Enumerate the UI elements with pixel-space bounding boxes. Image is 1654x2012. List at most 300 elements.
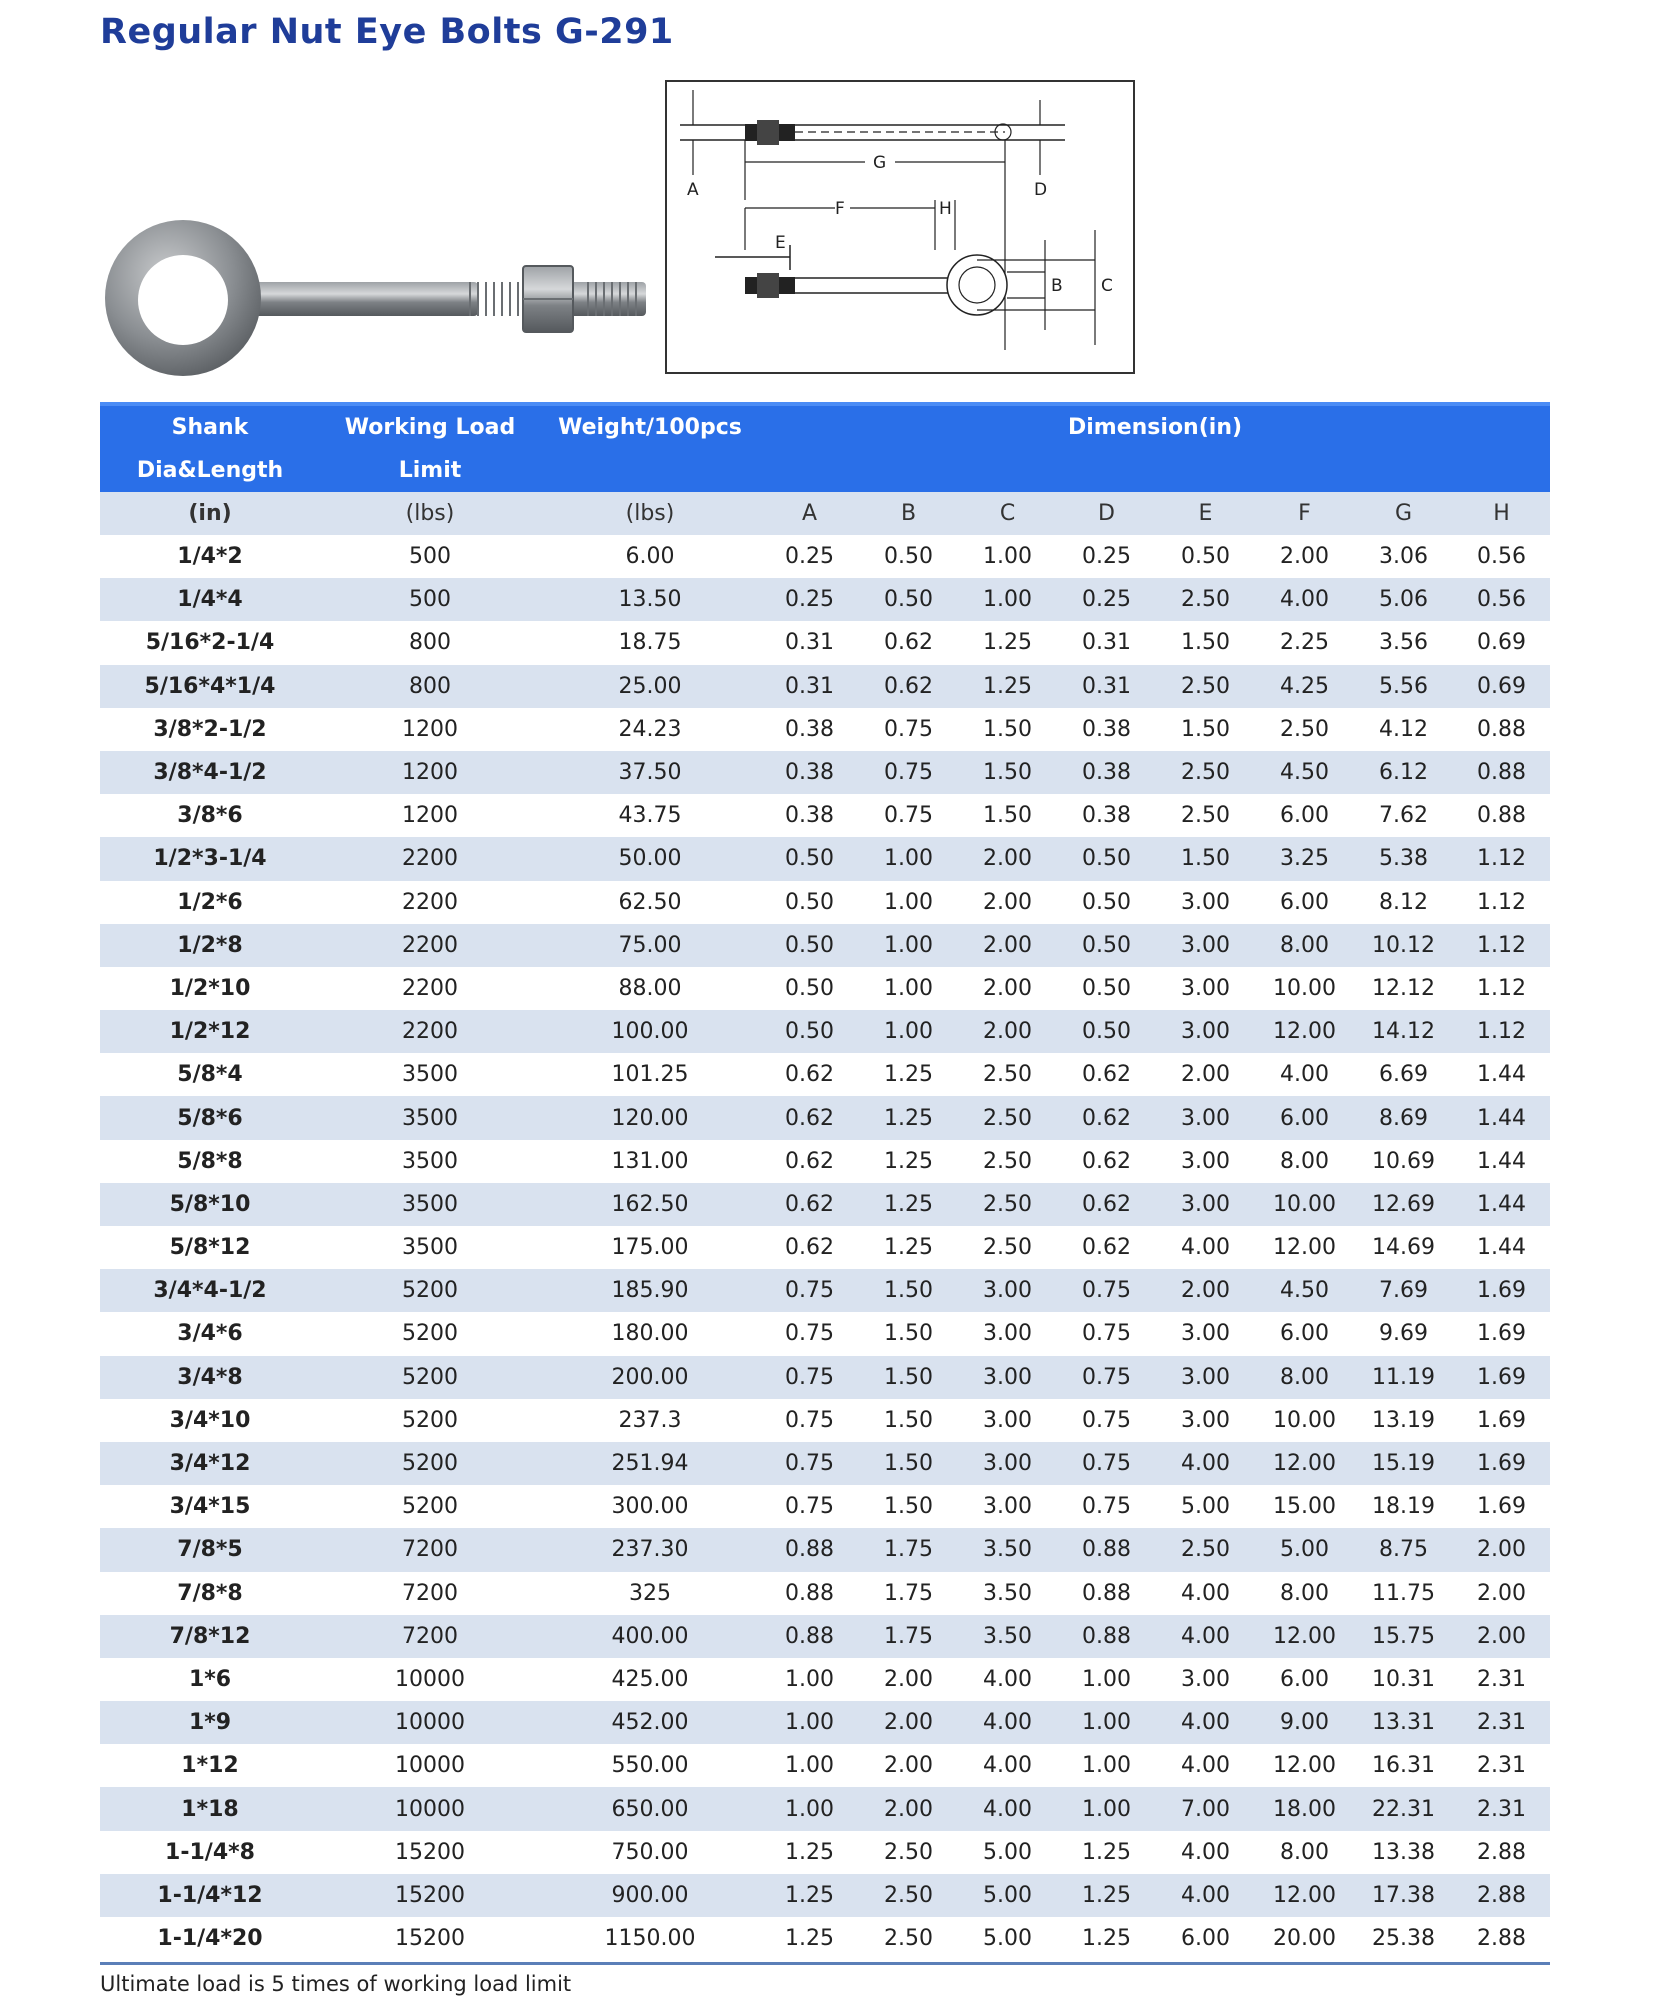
table-cell: 5200: [320, 1442, 540, 1485]
table-cell: 3.00: [1156, 1356, 1255, 1399]
table-cell: 0.38: [785, 716, 834, 742]
table-cell: 5.06: [1354, 578, 1453, 621]
table-cell: 0.75: [760, 1356, 859, 1399]
table-cell: 0.88: [1057, 1615, 1156, 1658]
header-shank-line1: Shank: [100, 404, 320, 449]
table-cell: 13.31: [1354, 1701, 1453, 1744]
shank-cell: 5/16*4*1/4: [100, 665, 320, 708]
footnote: Ultimate load is 5 times of working load limit: [100, 1972, 572, 1996]
shank-cell: 5/16*2-1/4: [145, 630, 275, 656]
table-cell: 1.75: [859, 1528, 958, 1571]
table-cell: 43.75: [618, 803, 682, 829]
table-cell: 0.25: [1082, 544, 1131, 570]
table-cell: 0.62: [785, 1062, 834, 1088]
table-cell: 0.75: [785, 1494, 834, 1520]
table-cell: 5.38: [1354, 837, 1453, 880]
table-row: [100, 1874, 1550, 1917]
table-cell: 11.75: [1372, 1580, 1435, 1606]
table-cell: 1.50: [1181, 716, 1230, 742]
table-cell: 7.69: [1354, 1269, 1453, 1312]
table-cell: 3.00: [1181, 1148, 1230, 1174]
table-cell: 1.44: [1477, 1062, 1527, 1088]
table-cell: 10000: [395, 1666, 465, 1692]
table-cell: 2.50: [859, 1874, 958, 1917]
table-cell: 4.12: [1379, 716, 1428, 742]
table-cell: 14.12: [1354, 1010, 1453, 1053]
unit-cell: (lbs): [540, 492, 760, 535]
table-cell: 5200: [320, 1269, 540, 1312]
table-cell: 0.50: [760, 924, 859, 967]
table-cell: 2.00: [1477, 1580, 1527, 1606]
table-cell: 0.50: [785, 889, 834, 915]
table-cell: 2.00: [1181, 1062, 1230, 1088]
table-cell: 0.62: [785, 1148, 834, 1174]
table-cell: 8.00: [1280, 1148, 1329, 1174]
table-cell: 5.00: [958, 1874, 1057, 1917]
table-cell: 0.62: [859, 665, 958, 708]
table-cell: 0.75: [859, 751, 958, 794]
table-cell: 1.25: [1082, 1926, 1131, 1952]
unit-cell: B: [859, 492, 958, 535]
table-cell: 1.00: [785, 1753, 834, 1779]
header-dimension: Dimension(in): [760, 404, 1550, 449]
table-cell: 0.31: [785, 630, 834, 656]
table-cell: 6.00: [1280, 803, 1329, 829]
table-row: [100, 708, 1550, 751]
table-cell: 88.00: [618, 975, 682, 1001]
table-cell: 10.12: [1354, 924, 1453, 967]
shank-cell: 1*12: [181, 1753, 239, 1779]
table-cell: 1.44: [1477, 1235, 1527, 1261]
table-cell: 0.50: [1181, 544, 1230, 570]
table-cell: 900.00: [540, 1874, 760, 1917]
table-cell: 8.00: [1255, 1356, 1354, 1399]
table-cell: 7200: [320, 1528, 540, 1571]
table-cell: 1.50: [958, 751, 1057, 794]
table-cell: 16.31: [1372, 1753, 1435, 1779]
table-cell: 1.00: [1082, 1753, 1131, 1779]
table-row: [100, 1615, 1550, 1658]
table-cell: 0.62: [884, 630, 933, 656]
diagram-label-c: C: [1101, 276, 1113, 296]
table-row: [100, 1010, 1550, 1053]
table-cell: 1.12: [1453, 924, 1550, 967]
table-cell: 12.00: [1255, 1010, 1354, 1053]
shank-cell: 1*9: [100, 1701, 320, 1744]
table-row: [100, 1399, 1550, 1442]
table-cell: 162.50: [540, 1183, 760, 1226]
table-row: [100, 967, 1550, 1010]
table-cell: 4.00: [1181, 1839, 1230, 1865]
shank-cell: 1/4*2: [177, 544, 243, 570]
unit-cell: A: [760, 492, 859, 535]
table-cell: 15.00: [1273, 1494, 1336, 1520]
table-cell: 0.75: [884, 803, 933, 829]
table-cell: 175.00: [611, 1235, 689, 1261]
table-cell: 1.50: [1156, 837, 1255, 880]
table-cell: 3.00: [1181, 1321, 1230, 1347]
table-row: [100, 1917, 1550, 1960]
table-cell: 0.75: [1082, 1494, 1131, 1520]
table-cell: 0.62: [1057, 1183, 1156, 1226]
table-cell: 1.00: [1057, 1787, 1156, 1830]
table-cell: 2.31: [1477, 1753, 1527, 1779]
diagram-label-a: A: [687, 180, 699, 200]
table-cell: 7.62: [1379, 803, 1428, 829]
table-cell: 1.00: [859, 1010, 958, 1053]
table-cell: 0.38: [1057, 751, 1156, 794]
table-cell: 2.50: [1156, 665, 1255, 708]
table-cell: 0.69: [1453, 665, 1550, 708]
table-cell: 12.00: [1273, 1753, 1336, 1779]
unit-cell: (lbs): [320, 492, 540, 535]
table-cell: 1.50: [859, 1356, 958, 1399]
table-cell: 2.50: [983, 1235, 1032, 1261]
header-empty: [540, 449, 760, 492]
table-cell: 0.75: [1057, 1442, 1156, 1485]
table-cell: 1.25: [760, 1874, 859, 1917]
table-cell: 120.00: [540, 1096, 760, 1139]
table-cell: 2.50: [884, 1839, 933, 1865]
table-cell: 0.50: [1082, 889, 1131, 915]
table-row: [100, 1096, 1550, 1139]
table-cell: 2.00: [958, 1010, 1057, 1053]
table-cell: 2.25: [1280, 630, 1329, 656]
table-cell: 1.00: [785, 1666, 834, 1692]
unit-row: [100, 492, 1550, 535]
shank-cell: 3/4*12: [100, 1442, 320, 1485]
table-cell: 3.00: [958, 1269, 1057, 1312]
table-cell: 18.00: [1255, 1787, 1354, 1830]
table-cell: 15200: [320, 1874, 540, 1917]
table-cell: 5.00: [1181, 1494, 1230, 1520]
table-cell: 15200: [395, 1839, 465, 1865]
table-cell: 2.00: [983, 975, 1032, 1001]
table-row: [100, 1787, 1550, 1830]
table-cell: 10000: [320, 1787, 540, 1830]
table-cell: 62.50: [618, 889, 682, 915]
table-cell: 0.50: [785, 975, 834, 1001]
table-cell: 1.12: [1477, 889, 1527, 915]
table-row: [100, 1226, 1550, 1269]
table-cell: 9.69: [1379, 1321, 1428, 1347]
table-cell: 6.69: [1379, 1062, 1428, 1088]
table-cell: 0.62: [1082, 1235, 1131, 1261]
table-cell: 0.38: [785, 803, 834, 829]
shank-cell: 1/2*3-1/4: [100, 837, 320, 880]
table-cell: 7200: [402, 1580, 458, 1606]
table-row: [100, 924, 1550, 967]
table-cell: 0.88: [1477, 716, 1527, 742]
table-cell: 0.88: [1477, 803, 1527, 829]
table-cell: 5200: [402, 1407, 458, 1433]
table-cell: 0.25: [785, 544, 834, 570]
table-cell: 0.31: [1057, 665, 1156, 708]
unit-cell: G: [1354, 492, 1453, 535]
table-cell: 1.00: [760, 1787, 859, 1830]
table-cell: 0.38: [1082, 803, 1131, 829]
table-row: [100, 1831, 1550, 1874]
table-row: [100, 578, 1550, 621]
table-cell: 22.31: [1354, 1787, 1453, 1830]
table-cell: 5200: [320, 1356, 540, 1399]
table-cell: 2.00: [859, 1701, 958, 1744]
table-cell: 1.00: [859, 837, 958, 880]
table-cell: 1.25: [958, 665, 1057, 708]
table-cell: 4.00: [983, 1666, 1032, 1692]
table-cell: 3.00: [983, 1494, 1032, 1520]
table-cell: 6.00: [625, 544, 675, 570]
table-cell: 10000: [320, 1701, 540, 1744]
table-cell: 1.50: [884, 1321, 933, 1347]
table-cell: 500: [320, 578, 540, 621]
table-cell: 0.62: [1057, 1096, 1156, 1139]
table-cell: 0.31: [760, 665, 859, 708]
table-cell: 10.69: [1372, 1148, 1435, 1174]
table-cell: 11.19: [1354, 1356, 1453, 1399]
table-cell: 1.12: [1453, 837, 1550, 880]
table-cell: 1200: [402, 716, 458, 742]
unit-cell: (in): [100, 492, 320, 535]
table-cell: 0.50: [884, 544, 933, 570]
table-cell: 1.69: [1477, 1494, 1527, 1520]
shank-cell: 3/8*2-1/2: [153, 716, 267, 742]
table-cell: 4.00: [958, 1787, 1057, 1830]
shank-cell: 5/8*4: [177, 1062, 243, 1088]
header-empty-dim: [760, 449, 1550, 492]
table-cell: 2.50: [983, 1062, 1032, 1088]
table-cell: 2.00: [1280, 544, 1329, 570]
table-cell: 18.75: [618, 630, 682, 656]
table-cell: 2.00: [958, 837, 1057, 880]
table-cell: 1.12: [1453, 1010, 1550, 1053]
eye-bolt-photo: [98, 210, 658, 390]
header-shank-line2: Dia&Length: [100, 449, 320, 492]
table-cell: 1.69: [1453, 1442, 1550, 1485]
table-cell: 12.00: [1255, 1874, 1354, 1917]
table-cell: 0.50: [1057, 924, 1156, 967]
table-cell: 5200: [402, 1494, 458, 1520]
table-cell: 1.25: [983, 630, 1032, 656]
table-cell: 3.50: [983, 1580, 1032, 1606]
table-cell: 5200: [402, 1321, 458, 1347]
table-cell: 18.19: [1372, 1494, 1435, 1520]
table-row: [100, 1183, 1550, 1226]
table-cell: 1150.00: [604, 1926, 696, 1952]
table-cell: 1.69: [1453, 1356, 1550, 1399]
table-cell: 10.31: [1372, 1666, 1435, 1692]
table-cell: 0.50: [1057, 1010, 1156, 1053]
table-cell: 1.00: [983, 544, 1032, 570]
table-cell: 0.50: [859, 578, 958, 621]
table-row: [100, 751, 1550, 794]
table-cell: 4.50: [1255, 751, 1354, 794]
shank-cell: 1/2*8: [100, 924, 320, 967]
table-cell: 3.00: [958, 1356, 1057, 1399]
table-cell: 0.56: [1477, 544, 1527, 570]
table-cell: 14.69: [1372, 1235, 1435, 1261]
table-cell: 3.00: [1181, 975, 1230, 1001]
shank-cell: 5/8*10: [100, 1183, 320, 1226]
table-cell: 3.00: [1156, 924, 1255, 967]
table-cell: 2.31: [1453, 1701, 1550, 1744]
table-cell: 2.00: [1453, 1528, 1550, 1571]
table-cell: 0.69: [1477, 630, 1527, 656]
diagram-label-b: B: [1051, 276, 1063, 296]
table-cell: 800: [320, 665, 540, 708]
table-cell: 0.50: [760, 837, 859, 880]
table-cell: 1.44: [1453, 1183, 1550, 1226]
table-cell: 800: [409, 630, 451, 656]
table-cell: 2.00: [958, 924, 1057, 967]
table-cell: 7200: [320, 1615, 540, 1658]
table-cell: 9.00: [1255, 1701, 1354, 1744]
table-row: [100, 1312, 1550, 1355]
table-cell: 1.25: [884, 1062, 933, 1088]
table-cell: 650.00: [540, 1787, 760, 1830]
shank-cell: 7/8*12: [100, 1615, 320, 1658]
table-cell: 1.25: [785, 1926, 834, 1952]
table-cell: 2.31: [1477, 1666, 1527, 1692]
table-cell: 7.00: [1156, 1787, 1255, 1830]
table-cell: 2.00: [1453, 1615, 1550, 1658]
table-cell: 15.19: [1354, 1442, 1453, 1485]
table-cell: 452.00: [540, 1701, 760, 1744]
dimension-diagram: [665, 80, 1135, 376]
table-cell: 10.00: [1273, 975, 1336, 1001]
table-cell: 6.00: [1280, 1666, 1329, 1692]
table-cell: 2.50: [958, 1096, 1057, 1139]
unit-cell: F: [1255, 492, 1354, 535]
table-cell: 6.00: [1280, 1321, 1329, 1347]
unit-cell: E: [1156, 492, 1255, 535]
shank-cell: 7/8*8: [177, 1580, 243, 1606]
shank-cell: 5/8*12: [169, 1235, 251, 1261]
table-cell: 0.75: [760, 1269, 859, 1312]
table-row: [100, 881, 1550, 924]
table-cell: 2.00: [859, 1787, 958, 1830]
table-cell: 12.00: [1255, 1615, 1354, 1658]
table-cell: 237.3: [618, 1407, 682, 1433]
table-cell: 8.00: [1255, 924, 1354, 967]
table-cell: 0.62: [1082, 1062, 1131, 1088]
table-cell: 1200: [402, 803, 458, 829]
table-cell: 237.30: [540, 1528, 760, 1571]
table-cell: 13.50: [540, 578, 760, 621]
table-cell: 2200: [320, 837, 540, 880]
table-row: [100, 1053, 1550, 1096]
table-cell: 3.00: [1156, 1010, 1255, 1053]
table-cell: 550.00: [611, 1753, 689, 1779]
table-row: [100, 621, 1550, 664]
table-cell: 1.50: [859, 1442, 958, 1485]
table-cell: 2200: [320, 1010, 540, 1053]
table-body: [100, 535, 1550, 1960]
table-cell: 15200: [395, 1926, 465, 1952]
table-cell: 1.75: [859, 1615, 958, 1658]
table-cell: 12.69: [1354, 1183, 1453, 1226]
table-cell: 2.00: [884, 1753, 933, 1779]
shank-cell: 1/2*12: [100, 1010, 320, 1053]
shank-cell: 1-1/4*8: [165, 1839, 255, 1865]
table-cell: 2.00: [884, 1666, 933, 1692]
table-cell: 2200: [320, 924, 540, 967]
table-cell: 2.50: [1156, 578, 1255, 621]
table-cell: 5.00: [1255, 1528, 1354, 1571]
unit-cell: H: [1453, 492, 1550, 535]
table-cell: 1.25: [859, 1183, 958, 1226]
table-cell: 25.00: [540, 665, 760, 708]
table-cell: 2.00: [1156, 1269, 1255, 1312]
table-cell: 1.25: [884, 1148, 933, 1174]
table-cell: 3.00: [1181, 889, 1230, 915]
table-cell: 2.88: [1477, 1926, 1527, 1952]
table-cell: 0.88: [1082, 1580, 1131, 1606]
table-cell: 0.38: [760, 751, 859, 794]
table-cell: 75.00: [540, 924, 760, 967]
table-cell: 1.25: [859, 1096, 958, 1139]
table-cell: 4.25: [1255, 665, 1354, 708]
table-cell: 50.00: [540, 837, 760, 880]
table-cell: 200.00: [540, 1356, 760, 1399]
table-cell: 500: [409, 544, 451, 570]
table-cell: 2.50: [1181, 803, 1230, 829]
table-cell: 2.50: [1156, 1528, 1255, 1571]
table-cell: 185.90: [540, 1269, 760, 1312]
table-cell: 0.31: [1082, 630, 1131, 656]
table-cell: 1.44: [1477, 1148, 1527, 1174]
table-cell: 4.00: [1156, 1442, 1255, 1485]
table-cell: 2200: [402, 889, 458, 915]
table-cell: 1.00: [884, 889, 933, 915]
table-cell: 0.25: [1057, 578, 1156, 621]
table-cell: 400.00: [540, 1615, 760, 1658]
table-cell: 2.31: [1453, 1787, 1550, 1830]
table-cell: 1.25: [1082, 1839, 1131, 1865]
table-row: [100, 837, 1550, 880]
table-cell: 1.25: [884, 1235, 933, 1261]
table-cell: 2.50: [983, 1148, 1032, 1174]
table-cell: 2.00: [983, 889, 1032, 915]
table-row: [100, 1140, 1550, 1183]
header-weight: Weight/100pcs: [540, 404, 760, 449]
table-cell: 8.75: [1354, 1528, 1453, 1571]
spec-table: [100, 402, 1550, 1960]
table-cell: 3.00: [1156, 1096, 1255, 1139]
table-cell: 5.00: [983, 1839, 1032, 1865]
table-cell: 3.00: [983, 1407, 1032, 1433]
table-cell: 3.00: [983, 1321, 1032, 1347]
table-cell: 0.62: [785, 1235, 834, 1261]
header-wll-line1: Working Load: [320, 404, 540, 449]
table-cell: 0.25: [760, 578, 859, 621]
table-row: [100, 1701, 1550, 1744]
table-row: [100, 1269, 1550, 1312]
table-cell: 4.00: [1255, 578, 1354, 621]
table-cell: 2.88: [1453, 1874, 1550, 1917]
table-cell: 1.69: [1477, 1321, 1527, 1347]
table-row: [100, 1442, 1550, 1485]
table-cell: 0.75: [1057, 1269, 1156, 1312]
table-row: [100, 535, 1550, 578]
shank-cell: 3/4*6: [177, 1321, 243, 1347]
table-cell: 2200: [402, 975, 458, 1001]
table-row: [100, 794, 1550, 837]
diagram-label-g: G: [873, 153, 887, 173]
table-cell: 131.00: [611, 1148, 689, 1174]
table-cell: 5.56: [1354, 665, 1453, 708]
table-cell: 0.75: [1082, 1407, 1131, 1433]
